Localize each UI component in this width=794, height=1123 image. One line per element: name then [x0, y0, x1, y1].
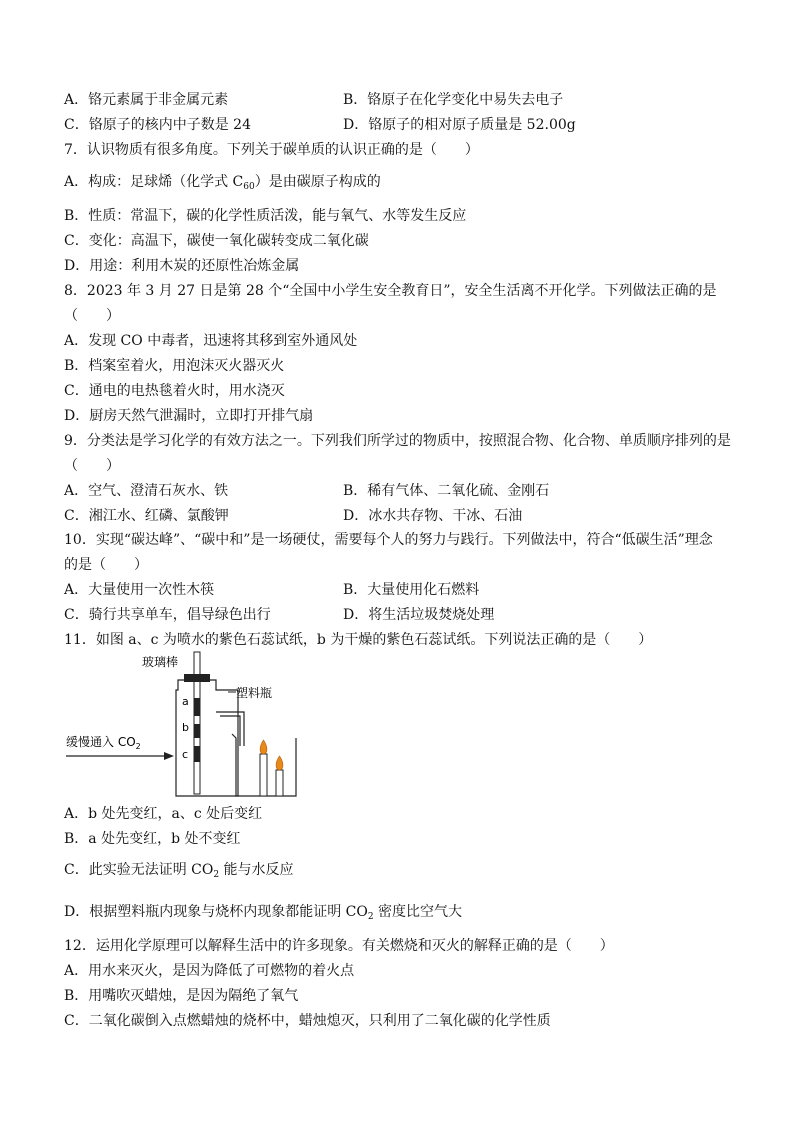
q10-stem: 10．实现“碳达峰”、“碳中和”是一场硬仗，需要每个人的努力与践行。下列做法中，符合“低碳生活”理念 — [64, 532, 713, 548]
q6-option-c: C．铬原子的核内中子数是 24 — [64, 117, 251, 133]
q7-stem: 7．认识物质有很多角度。下列关于碳单质的认识正确的是（ ） — [64, 142, 479, 158]
q7-option-d: D．用途：利用木炭的还原性冶炼金属 — [64, 258, 300, 274]
q11-apparatus-figure — [60, 650, 300, 800]
litmus-paper-c — [194, 746, 200, 762]
q10-option-d: D．将生活垃圾焚烧处理 — [343, 607, 495, 623]
q10-option-c: C．骑行共享单车，倡导绿色出行 — [64, 607, 271, 623]
q7-option-b: B．性质：常温下，碳的化学性质活泼，能与氧气、水等发生反应 — [64, 208, 467, 224]
q6-option-b: B．铬原子在化学变化中易失去电子 — [343, 92, 564, 108]
q9-answer-paren: （ ） — [64, 458, 120, 474]
q8-option-d: D．厨房天然气泄漏时，立即打开排气扇 — [64, 408, 314, 424]
q9-option-d: D．冰水共存物、干冰、石油 — [343, 508, 523, 524]
q8-option-c: C．通电的电热毯着火时，用水浇灭 — [64, 383, 285, 399]
bottle-stopper — [184, 674, 210, 682]
q8-stem: 8．2023 年 3 月 27 日是第 28 个“全国中小学生安全教育日”，安全生活离不开化学。下列做法正确的是 — [64, 283, 717, 299]
label-a: a — [182, 695, 189, 708]
plastic-bottle-label: 塑料瓶 — [236, 686, 273, 700]
q7-option-a: A．构成：足球烯（化学式 $C_{60}$）是由碳原子构成的 — [64, 174, 381, 192]
flame-icon — [276, 756, 283, 770]
short-candle — [276, 770, 283, 796]
q11-option-b: B．a 处先变红，b 处不变红 — [64, 831, 241, 847]
q9-stem: 9．分类法是学习化学的有效方法之一。下列我们所学过的物质中，按照混合物、化合物、单质顺序排列的是 — [64, 433, 731, 449]
q10-option-a: A．大量使用一次性木筷 — [64, 582, 215, 598]
q6-option-d: D．铬原子的相对原子质量是 52.00g — [343, 117, 576, 133]
q10-option-b: B．大量使用化石燃料 — [343, 582, 480, 598]
litmus-paper-a — [194, 698, 200, 716]
q12-option-b: B．用嘴吹灭蜡烛，是因为隔绝了氧气 — [64, 988, 299, 1004]
glass-rod — [194, 652, 200, 794]
q8-answer-paren: （ ） — [64, 308, 120, 324]
q12-option-c: C．二氧化碳倒入点燃蜡烛的烧杯中，蜡烛熄灭，只利用了二氧化碳的化学性质 — [64, 1013, 551, 1029]
q9-option-b: B．稀有气体、二氧化硫、金刚石 — [343, 483, 550, 499]
glass-rod-label: 玻璃棒 — [142, 655, 179, 669]
flame-icon — [260, 740, 267, 754]
label-b: b — [182, 721, 189, 734]
q11-option-c: C．此实验无法证明 $CO_2$ 能与水反应 — [64, 862, 294, 880]
q11-option-a: A．b 处先变红，a、c 处后变红 — [64, 806, 263, 822]
q7-option-c: C．变化：高温下，碳使一氧化碳转变成二氧化碳 — [64, 233, 369, 249]
litmus-paper-b — [194, 724, 200, 738]
q12-stem: 12．运用化学原理可以解释生活中的许多现象。有关燃烧和灭火的解释正确的是（ ） — [64, 938, 614, 954]
label-c: c — [182, 748, 189, 761]
q11-option-d: D．根据塑料瓶内现象与烧杯内现象都能证明 $CO_2$ 密度比空气大 — [64, 904, 463, 922]
inlet-label: 缓慢通入 $CO_2$ — [66, 735, 141, 751]
q10-stem-continued: 的是（ ） — [64, 557, 148, 573]
q9-option-c: C．湘江水、红磷、氯酸钾 — [64, 508, 229, 524]
tall-candle — [260, 754, 267, 796]
q8-option-b: B．档案室着火，用泡沫灭火器灭火 — [64, 358, 285, 374]
q6-option-a: A．铬元素属于非金属元素 — [64, 92, 229, 108]
q8-option-a: A．发现 CO 中毒者，迅速将其移到室外通风处 — [64, 333, 358, 349]
q11-stem: 11．如图 a、c 为喷水的紫色石蕊试纸，b 为干燥的紫色石蕊试纸。下列说法正确的是（ ） — [64, 632, 653, 648]
q9-option-a: A．空气、澄清石灰水、铁 — [64, 483, 229, 499]
q12-option-a: A．用水来灭火，是因为降低了可燃物的着火点 — [64, 963, 355, 979]
